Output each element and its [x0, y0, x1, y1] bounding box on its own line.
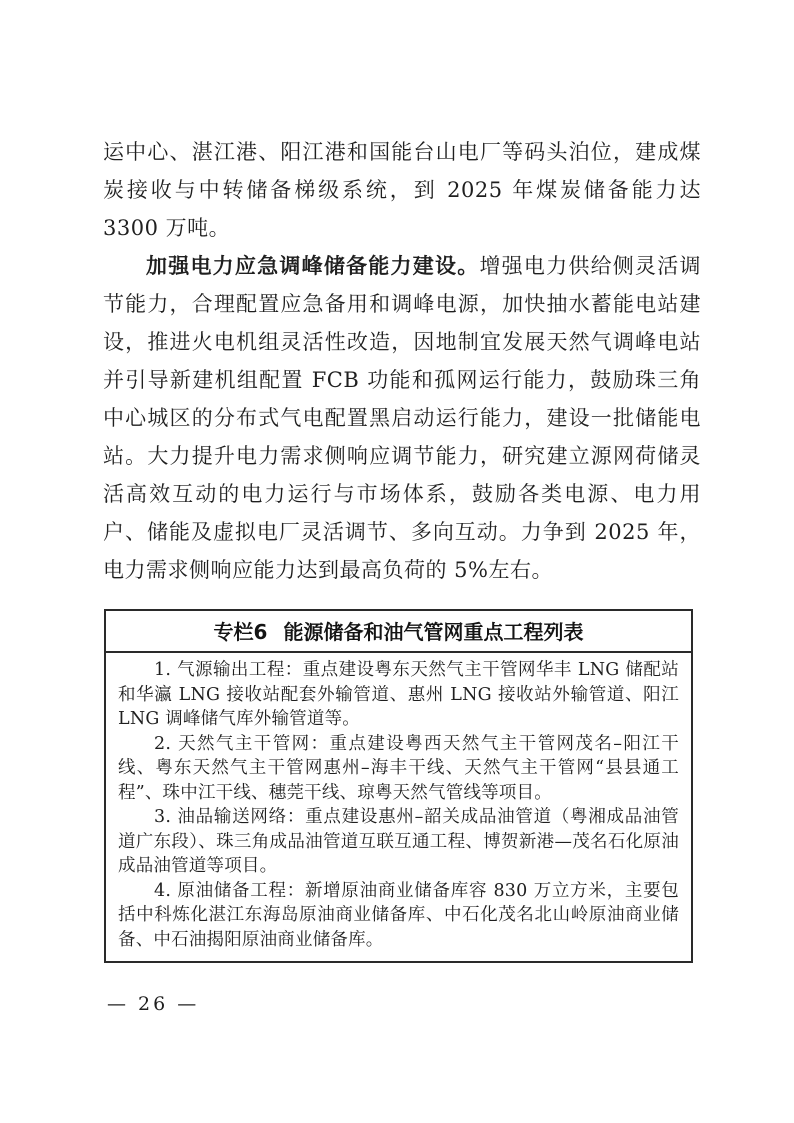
box-item-gas-trunk-network: 2. 天然气主干管网：重点建设粤西天然气主干管网茂名–阳江干线、粤东天然气主干管网惠州–海丰干线、天然气主干管网“县县通工程”、珠中江干线、穗莞干线、琼粤天然气管线等项目。	[118, 733, 679, 803]
paragraph-coal-storage: 运中心、湛江港、阳江港和国能台山电厂等码头泊位，建成煤炭接收与中转储备梯级系统，到 2025 年煤炭储备能力达 3300 万吨。	[103, 140, 701, 240]
paragraph-power-reserve-lead: 加强电力应急调峰储备能力建设。	[146, 253, 480, 278]
box-item-gas-output: 1. 气源输出工程：重点建设粤东天然气主干管网华丰 LNG 储配站和华瀛 LNG 接收站配套外输管道、惠州 LNG 接收站外输管道、阳江 LNG 调峰储气库外输管道等。	[118, 660, 679, 729]
paragraph-power-reserve	[103, 247, 701, 589]
feature-box-column6	[104, 609, 693, 963]
box-title-text: 能源储备和油气管网重点工程列表	[283, 620, 584, 644]
page-number: — 26 —	[107, 993, 200, 1015]
box-item-crude-oil-reserve: 4. 原油储备工程：新增原油商业储备库容 830 万立方米，主要包括中科炼化湛江东海岛原油商业储备库、中石化茂名北山岭原油商业储备、中石油揭阳原油商业储备库。	[118, 880, 679, 950]
box-item-oil-transport-network: 3. 油品输送网络：重点建设惠州–韶关成品油管道（粤湘成品油管道广东段）、珠三角成品油管道互联互通工程、博贺新港—茂名石化原油成品油管道等项目。	[118, 807, 679, 876]
paragraph-power-reserve-body: 增强电力供给侧灵活调节能力，合理配置应急备用和调峰电源，加快抽水蓄能电站建设，推进火电机组灵活性改造，因地制宜发展天然气调峰电站并引导新建机组配置 FCB 功能和孤网运行能力，鼓励珠三角中心城区的分布式气电配置黑启动运行能力，建设一批储能电站。大力提升电力需求侧响应调节能力，研究建立源网荷储灵活高效互动的电力运行与市场体系，鼓励各类电源、电力用户、储能及虚拟电厂灵活调节、多向互动。力争到 2025 年，电力需求侧响应能力达到最高负荷的 5%左右。	[103, 254, 701, 582]
box-content	[106, 653, 691, 961]
box-label: 专栏6	[213, 620, 268, 644]
main-text-block	[103, 133, 701, 589]
box-title-bar	[106, 611, 691, 653]
